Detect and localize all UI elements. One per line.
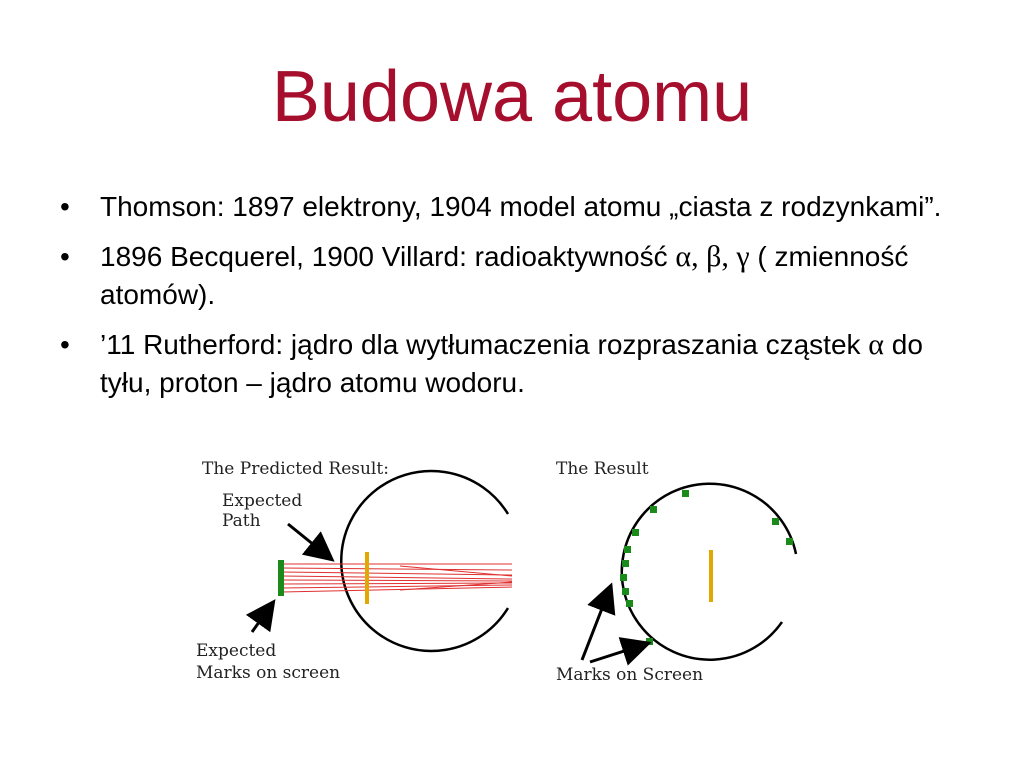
predicted-heading: The Predicted Result: (202, 459, 389, 479)
alpha-beam (282, 564, 512, 592)
predicted-result-figure (190, 454, 514, 694)
bullet-text: Thomson: 1897 elektrony, 1904 model atomu „ciasta z rodzynkami”. (100, 191, 942, 222)
bullet-text-end: do tyłu, proton – jądro atomu wodoru. (100, 329, 923, 398)
expected-marks (278, 560, 284, 596)
bullet-dot: • (60, 191, 70, 222)
screen-circle (622, 484, 796, 660)
label-expected-path: Expected (222, 491, 303, 511)
label-expected-marks: Expected (196, 641, 277, 661)
actual-result-diagram (550, 454, 804, 694)
bullet-dot: • (60, 241, 70, 272)
bullet-text-end: ( zmienność atomów). (100, 241, 909, 310)
result-heading: The Result (556, 459, 649, 479)
greek-symbol-alpha: α (868, 328, 885, 361)
label-marks-on-screen: Marks on Screen (556, 665, 704, 685)
bullet-list (60, 188, 960, 414)
scatter-marks (620, 490, 793, 645)
bullet-rutherford (60, 326, 960, 402)
bullet-radioactivity (60, 238, 960, 314)
bullet-text: ’11 Rutherford: jądro dla wytłumaczenia rozpraszania cząstek (100, 329, 869, 360)
actual-result-figure (550, 454, 804, 694)
greek-symbols: α, β, γ (675, 240, 750, 273)
arrow-expected-marks (252, 604, 272, 632)
label-expected-marks-2: Marks on screen (196, 663, 341, 683)
predicted-result-diagram (190, 454, 514, 694)
bullet-text: 1896 Becquerel, 1900 Villard: radioaktywność (100, 241, 676, 272)
arrow-marks-1 (582, 588, 610, 660)
bullet-thomson (60, 188, 960, 226)
arrow-marks-2 (590, 644, 646, 662)
slide-title: Budowa atomu (271, 57, 753, 137)
label-expected-path-2: Path (222, 511, 261, 531)
bullet-dot: • (60, 329, 70, 360)
arrow-expected-path (288, 524, 330, 558)
